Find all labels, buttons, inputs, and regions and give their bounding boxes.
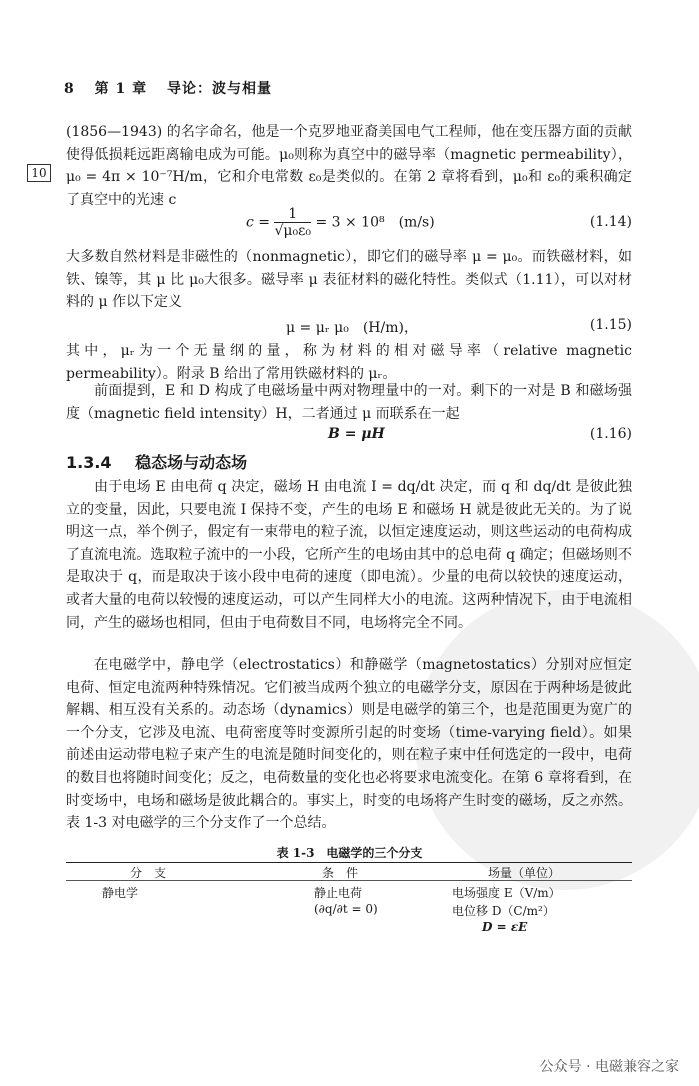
equation-1-14-label: (1.14): [589, 214, 632, 230]
table-cell-branch: 静电学: [102, 886, 139, 900]
section-heading: [66, 450, 247, 473]
table-header-field: 场量（单位）: [488, 866, 561, 880]
paragraph-4: 前面提到，E 和 D 构成了电磁场量中两对物理量中的一对。剩下的一对是 B 和磁场强度（magnetic field intensity）H，二者通过 μ 而联系在一起: [66, 383, 632, 422]
equation-1-16-label: (1.16): [589, 426, 632, 442]
table-header-branch: 分 支: [130, 866, 167, 880]
chapter-label: 第 1 章: [94, 81, 148, 97]
paragraph-6: 在电磁学中，静电学（electrostatics）和静磁学（magnetostatics）分别对应恒定电荷、恒定电流两种特殊情况。它们被当成两个独立的电磁学分支，原因在于两种场是彼此解耦、相互没有关系的。动态场（dynamics）则是电磁学的第三个，也是范围更为宽广的一个分支，它涉及电流、电荷密度等时变源所引起的时变场（time-varying field）。如果前述由运动带电粒子束产生的电流是随时间变化的，则在粒子束中任何选定的一段中，电荷的数目也将随时间变化；反之，电荷数量的变化也必将要求电流变化。在第 6 章将看到，在时变场中，电场和磁场是彼此耦合的。事实上，时变的电场将产生时变的磁场，反之亦然。表 1-3 对电磁学的三个分支作了一个总结。: [66, 657, 632, 832]
section-title: 稳态场与动态场: [135, 453, 248, 472]
paragraph-3: 其中，μᵣ为一个无量纲的量，称为材料的相对磁导率（relative magnetic permeability）。附录 B 给出了常用铁磁材料的 μᵣ。: [66, 343, 632, 382]
watermark-text: 公众号 · 电磁兼容之家: [539, 1059, 679, 1075]
paragraph-2: 大多数自然材料是非磁性的（nonmagnetic），即它们的磁导率 μ = μ₀。而铁磁材料，如铁、镍等，其 μ 比 μ₀大很多。磁导率 μ 表征材料的磁化特性。类似式（1.11），可以对材料的 μ 作以下定义: [66, 249, 632, 311]
table-header-rule: [66, 880, 632, 881]
table-cell-field-2: 电位移 D（C/m²）: [452, 904, 555, 918]
table-cell-condition-formula: (∂q/∂t = 0): [314, 902, 378, 916]
paragraph-5: 由于电场 E 由电荷 q 决定，磁场 H 由电流 I = dq/dt 决定，而 q 和 dq/dt 是彼此独立的变量，因此，只要电流 I 保持不变，产生的电场 E 和磁场 H 就是彼此无关的。为了说明这一点，举个例子，假定有一束带电的粒子流，以恒定速度运动，则这些运动的电荷构成了直流电流。选取粒子流中的一小段，它所产生的电场由其中的总电荷 q 确定；但磁场则不是取决于 q，而是取决于该小段中电荷的速度（即电流）。少量的电荷以较快的速度运动，或者大量的电荷以较慢的速度运动，可以产生同样大小的电流。这两种情况下，由于电流相同，产生的磁场也相同，但由于电荷数目不同，电场将完全不同。: [66, 479, 632, 631]
original-page-marker: 10: [27, 164, 51, 182]
table-header-condition: 条 件: [322, 866, 359, 880]
equation-1-16: B = μH: [328, 426, 385, 442]
table-cell-field-1: 电场强度 E（V/m）: [452, 886, 561, 900]
chapter-title: 导论：波与相量: [167, 81, 272, 97]
equation-1-15: μ = μᵣ μ₀ (H/m)，: [286, 320, 418, 336]
table-cell-condition: 静止电荷: [314, 886, 363, 900]
running-header: [64, 78, 286, 98]
page-number: 8: [64, 81, 75, 97]
equation-1-14: c = $\frac{1}{\text{√μ₀ε₀}}$ = 3 × 10⁸ (m/s): [246, 206, 435, 239]
equation-1-15-label: (1.15): [589, 317, 632, 333]
table-cell-field-3: D = εE: [482, 920, 528, 934]
paragraph-1: (1856—1943) 的名字命名，他是一个克罗地亚裔美国电气工程师，他在变压器方面的贡献使得低损耗远距离输电成为可能。μ₀则称为真空中的磁导率（magnetic permeability），μ₀ = 4π × 10⁻⁷H/m，它和介电常数 ε₀是类似的。在第 2 章将看到，μ₀和 ε₀的乘积确定了真空中的光速 c: [66, 124, 632, 208]
table-top-rule: [66, 862, 632, 863]
table-caption: 表 1-3 电磁学的三个分支: [276, 846, 423, 860]
section-number: 1.3.4: [66, 453, 112, 472]
